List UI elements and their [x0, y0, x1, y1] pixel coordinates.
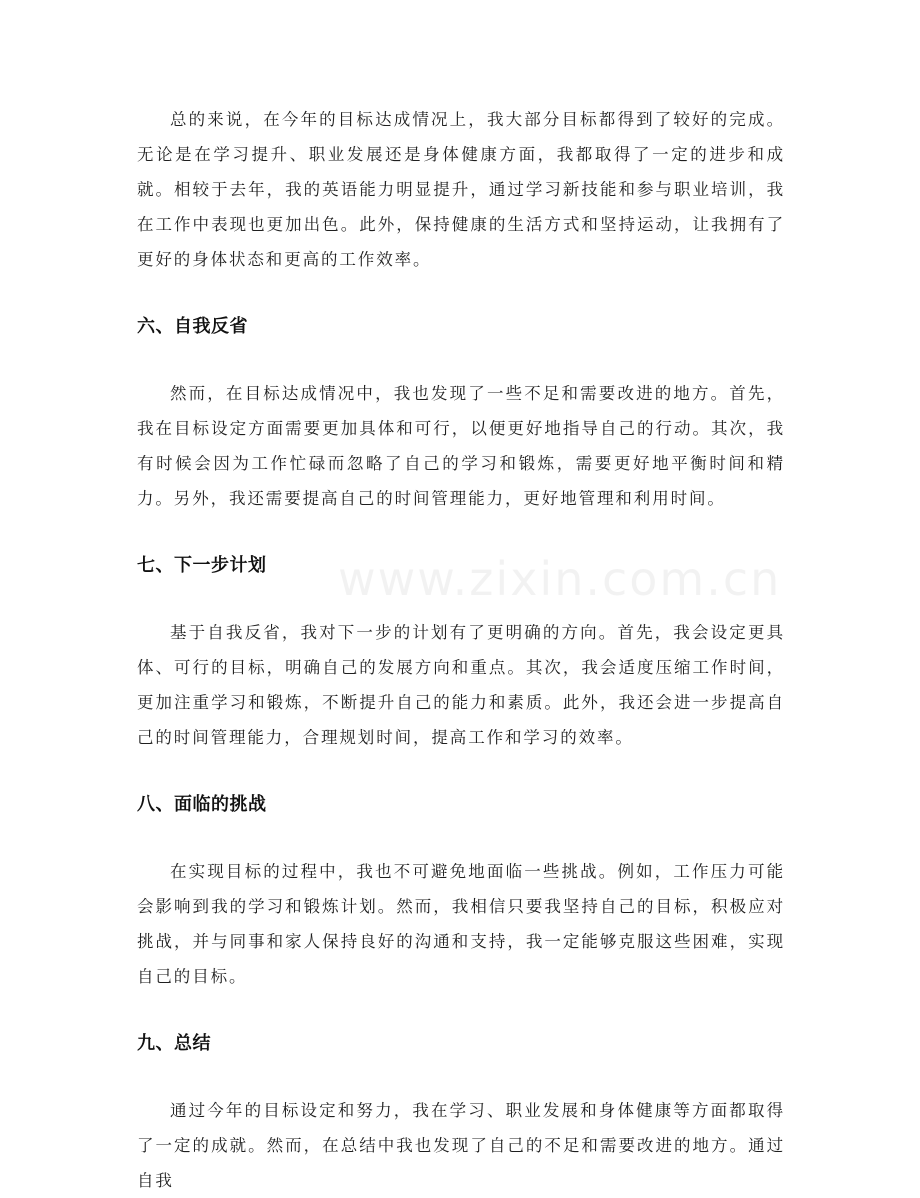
heading-conclusion: 九、总结	[137, 1033, 211, 1054]
document-body	[137, 102, 785, 1198]
heading-challenges: 八、面临的挑战	[137, 794, 267, 815]
summary-paragraph: 总的来说，在今年的目标达成情况上，我大部分目标都得到了较好的完成。无论是在学习提升、职业发展还是身体健康方面，我都取得了一定的进步和成就。相较于去年，我的英语能力明显提升，通过学习新技能和参与职业培训，我在工作中表现也更加出色。此外，保持健康的生活方式和坚持运动，让我拥有了更好的身体状态和更高的工作效率。	[137, 110, 785, 269]
next-plan-paragraph: 基于自我反省，我对下一步的计划有了更明确的方向。首先，我会设定更具体、可行的目标，明确自己的发展方向和重点。其次，我会适度压缩工作时间，更加注重学习和锻炼，不断提升自己的能力和素质。此外，我还会进一步提高自己的时间管理能力，合理规划时间，提高工作和学习的效率。	[137, 623, 785, 747]
heading-next-plan: 七、下一步计划	[137, 555, 267, 576]
challenges-paragraph: 在实现目标的过程中，我也不可避免地面临一些挑战。例如，工作压力可能会影响到我的学习和锻炼计划。然而，我相信只要我坚持自己的目标，积极应对挑战，并与同事和家人保持良好的沟通和支持，我一定能够克服这些困难，实现自己的目标。	[137, 862, 785, 986]
watermark-text: www.zixin.com.cn	[338, 552, 782, 606]
self-reflection-paragraph: 然而，在目标达成情况中，我也发现了一些不足和需要改进的地方。首先，我在目标设定方面需要更加具体和可行，以便更好地指导自己的行动。其次，我有时候会因为工作忙碌而忽略了自己的学习和锻炼，需要更好地平衡时间和精力。另外，我还需要提高自己的时间管理能力，更好地管理和利用时间。	[137, 384, 785, 508]
conclusion-paragraph: 通过今年的目标设定和努力，我在学习、职业发展和身体健康等方面都取得了一定的成就。然而，在总结中我也发现了自己的不足和需要改进的地方。通过自我	[137, 1101, 785, 1190]
heading-self-reflection: 六、自我反省	[137, 316, 248, 337]
